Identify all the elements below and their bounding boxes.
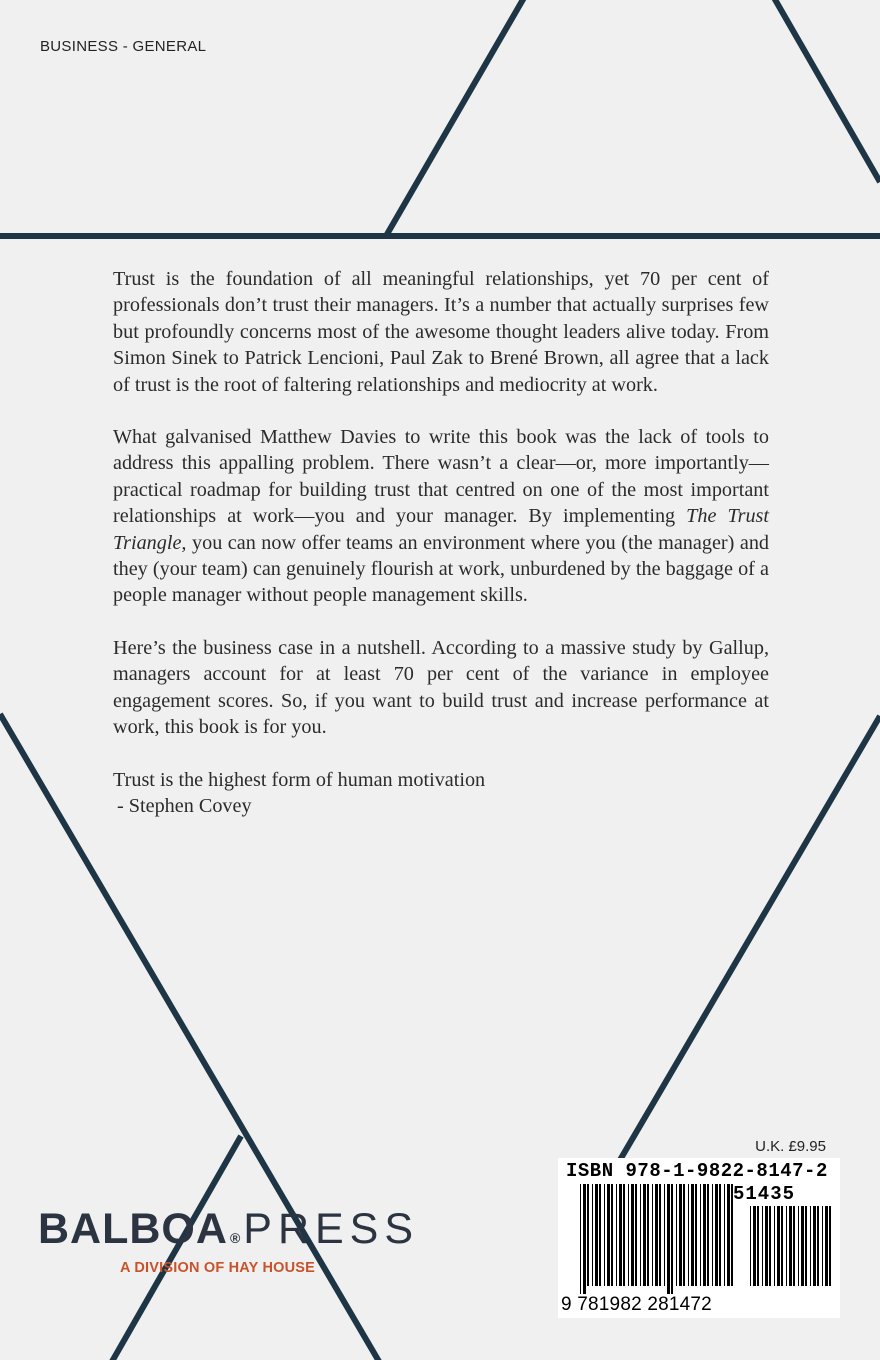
barcode-bar bbox=[825, 1206, 828, 1286]
isbn-label: ISBN 978-1-9822-8147-2 bbox=[566, 1160, 828, 1182]
price-label: U.K. £9.95 bbox=[755, 1138, 826, 1155]
isbn-barcode bbox=[558, 1158, 840, 1318]
barcode-bar bbox=[810, 1206, 811, 1286]
barcode-bar bbox=[595, 1184, 598, 1286]
barcode-bar bbox=[647, 1184, 649, 1286]
blurb-paragraph-2-part-2: you can now offer teams an environment where you (the manager) and they (your team) can genuinely flourish at work, unburdened by the baggage of a people manager without people management skills. bbox=[113, 531, 770, 607]
barcode-bar bbox=[822, 1206, 823, 1286]
publisher-tagline: A DIVISION OF HAY HOUSE bbox=[120, 1260, 316, 1276]
barcode-bar bbox=[727, 1184, 730, 1286]
barcode-bar bbox=[652, 1184, 653, 1286]
barcode-bar bbox=[801, 1206, 804, 1286]
barcode-bar bbox=[774, 1206, 775, 1286]
blurb-paragraph-1: Trust is the foundation of all meaningful relationships, yet 70 per cent of professionals don’t trust their managers. It’s a number that actually surprises few but profoundly concerns most of the awesome thought leaders alive today. From Simon Sinek to Patrick Lencioni, Paul Zak to Brené Brown, all agree that a lack of trust is the root of faltering relationships and mediocrity at work. bbox=[113, 268, 769, 396]
barcode-bar bbox=[691, 1184, 694, 1286]
blurb-paragraph-2 bbox=[113, 424, 769, 609]
barcode-bar bbox=[715, 1184, 718, 1286]
barcode-bar bbox=[676, 1184, 677, 1286]
ean-digits: 9 781982 281472 bbox=[561, 1294, 712, 1315]
blurb-paragraph-2-part-1: What galvanised Matthew Davies to write this book was the lack of tools to address this appalling problem. There wasn’t a clear—or, more importantly—practical roadmap for building trust that centred on one of the most important relationships at work—you and your manager. By implementing bbox=[113, 426, 769, 528]
back-cover-blurb bbox=[113, 266, 769, 819]
barcode-bar bbox=[789, 1206, 792, 1286]
barcode-bar bbox=[731, 1184, 733, 1286]
barcode-bar bbox=[580, 1184, 581, 1294]
barcode-bar bbox=[671, 1184, 673, 1294]
barcode-bar bbox=[623, 1184, 625, 1286]
blurb-paragraph-3: Here’s the business case in a nutshell. According to a massive study by Gallup, managers account for at least 70 per cent of the variance in employee engagement scores. So, if you want to build trust and increase performance at work, this book is for you. bbox=[113, 636, 769, 739]
barcode-bar bbox=[619, 1184, 622, 1286]
barcode-bar bbox=[719, 1184, 721, 1286]
barcode-bar bbox=[667, 1184, 670, 1294]
barcode-bar bbox=[628, 1184, 629, 1286]
barcode-bar bbox=[607, 1184, 610, 1286]
publisher-logo bbox=[38, 1205, 419, 1276]
barcode-bar bbox=[793, 1206, 795, 1286]
barcode-bar bbox=[640, 1184, 641, 1286]
category-label: BUSINESS - GENERAL bbox=[40, 38, 207, 55]
quote-text: Trust is the highest form of human motivation bbox=[113, 768, 486, 791]
barcode-bar bbox=[813, 1206, 816, 1286]
publisher-wordmark bbox=[38, 1205, 419, 1262]
barcode-bar bbox=[664, 1184, 665, 1286]
barcode-bar bbox=[643, 1184, 646, 1286]
barcode-bar bbox=[604, 1184, 605, 1286]
registered-mark-icon: ® bbox=[229, 1230, 242, 1246]
barcode-bar bbox=[679, 1184, 682, 1286]
barcode-bar bbox=[655, 1184, 658, 1286]
quote-attribution: - Stephen Covey bbox=[117, 794, 252, 817]
barcode-bar bbox=[712, 1184, 713, 1286]
barcode-bar bbox=[659, 1184, 661, 1286]
diagonal-line-top-right bbox=[773, 0, 880, 182]
barcode-bar bbox=[805, 1206, 807, 1286]
barcode-bar bbox=[769, 1206, 771, 1286]
barcode-bar bbox=[616, 1184, 617, 1286]
publisher-name-light: PRESS bbox=[243, 1205, 420, 1253]
barcode-bar bbox=[762, 1206, 763, 1286]
barcode-bar bbox=[765, 1206, 768, 1286]
barcode-bar bbox=[635, 1184, 637, 1286]
barcode-bar bbox=[587, 1184, 589, 1286]
barcode-bar bbox=[688, 1184, 689, 1286]
ean-barcode-bars bbox=[580, 1184, 738, 1294]
diagonal-line-top-left bbox=[386, 0, 525, 236]
barcode-bar bbox=[695, 1184, 697, 1286]
barcode-bar bbox=[592, 1184, 593, 1286]
barcode-bar bbox=[611, 1184, 613, 1286]
barcode-bar bbox=[817, 1206, 819, 1286]
barcode-bar bbox=[631, 1184, 634, 1286]
barcode-bar bbox=[786, 1206, 787, 1286]
barcode-bar bbox=[798, 1206, 799, 1286]
barcode-bar bbox=[583, 1184, 586, 1294]
barcode-bar bbox=[757, 1206, 759, 1286]
barcode-bar bbox=[707, 1184, 709, 1286]
barcode-bar bbox=[753, 1206, 756, 1286]
barcode-bar bbox=[829, 1206, 831, 1286]
barcode-bar bbox=[750, 1206, 751, 1286]
barcode-bar bbox=[703, 1184, 706, 1286]
book-title: The Trust Triangle, bbox=[113, 505, 770, 554]
publisher-name-bold: BALBOA bbox=[38, 1205, 228, 1253]
addon-barcode-bars bbox=[750, 1206, 832, 1294]
barcode-bar bbox=[724, 1184, 725, 1286]
barcode-bar bbox=[781, 1206, 783, 1286]
barcode-bar bbox=[683, 1184, 685, 1286]
barcode-bar bbox=[777, 1206, 780, 1286]
barcode-bar bbox=[700, 1184, 701, 1286]
barcode-bar bbox=[599, 1184, 601, 1286]
barcode-addon-digits: 51435 bbox=[733, 1183, 796, 1205]
